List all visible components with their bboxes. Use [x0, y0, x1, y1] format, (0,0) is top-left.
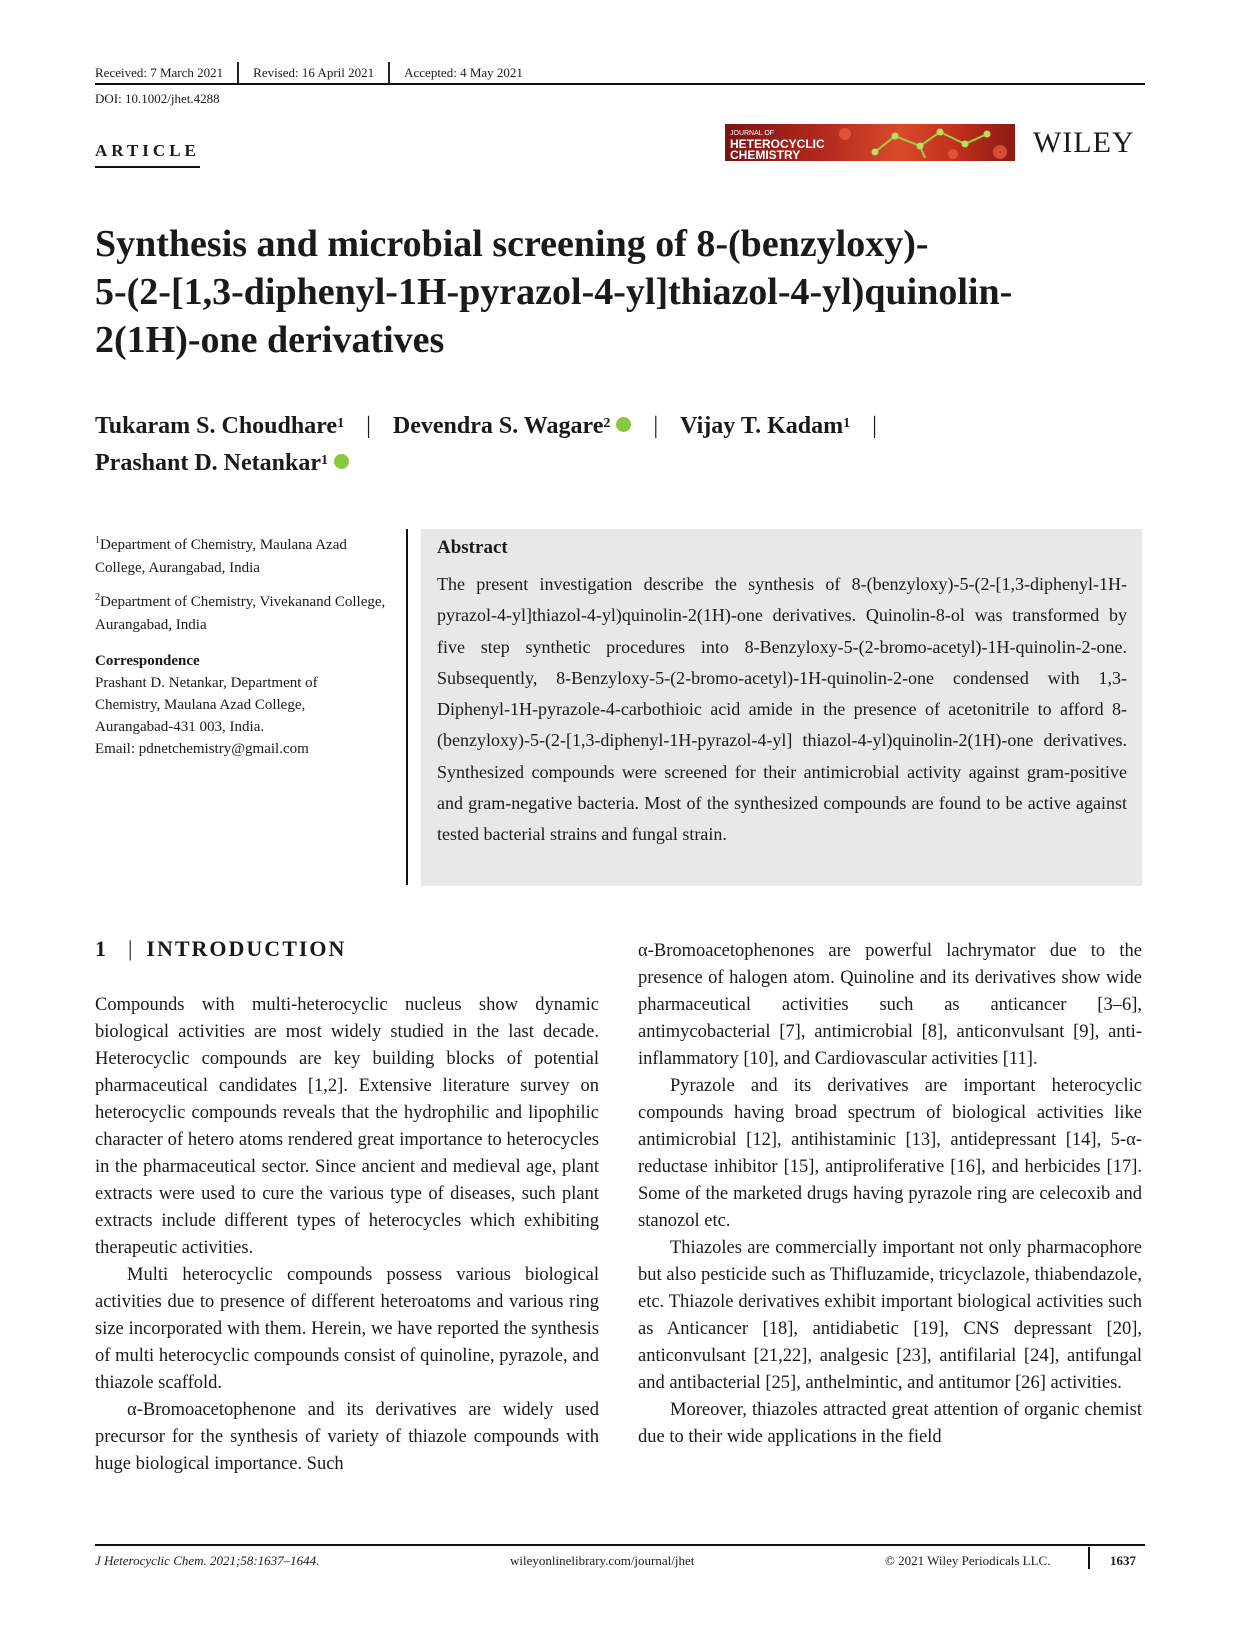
author-affil-mark: 1 [321, 453, 328, 468]
publication-dates [95, 62, 537, 84]
abstract-divider [406, 529, 408, 885]
abstract-box [421, 529, 1142, 886]
author-name[interactable]: Devendra S. Wagare [392, 413, 604, 439]
affiliation: $^2$Department of Chemistry, Vivekanand College, Aurangabad, India [95, 592, 386, 633]
paragraph: Pyrazole and its derivatives are important heterocyclic compounds having broad spectrum of biological activities like antimicrobial [12], antihistaminic [13], antidepressant [14], 5-α-reductase inhibitor [15], antiproliferative [16], and herbicides [17]. Some of the marketed drugs having pyrazole ring are celecoxib and stanozol etc. [638, 1076, 1142, 1231]
article-title [95, 220, 1155, 364]
paragraph: α-Bromoacetophenones are powerful lachrymator due to the presence of halogen atom. Quinoline and its derivatives show wide pharmaceutical activities such as anticancer [3–6], antimycobacterial [7], antimicrobial [8], anticonvulsant [9], anti-inflammatory [10], and Cardiovascular activities [11]. [638, 941, 1142, 1069]
paragraph: Multi heterocyclic compounds possess various biological activities due to presence of different heteroatoms and various ring size incorporated with them. Herein, we have reported the synthesis of multi heterocyclic compounds consist of quinoline, pyrazole, and thiazole scaffold. [95, 1265, 599, 1393]
author-name[interactable]: Prashant D. Netankar [95, 450, 321, 476]
author-separator: | [653, 413, 659, 439]
affiliation: $^1$Department of Chemistry, Maulana Azad College, Aurangabad, India [95, 535, 347, 576]
revised-date: Revised: 16 April 2021 [253, 65, 375, 80]
correspondence-email[interactable]: Email: pdnetchemistry@gmail.com [95, 741, 309, 757]
abstract-heading: Abstract [437, 537, 508, 558]
section-heading [95, 936, 346, 962]
accepted-date: Accepted: 4 May 2021 [404, 65, 523, 80]
body-column-right [638, 938, 1142, 1451]
doi: DOI: 10.1002/jhet.4288 [95, 91, 220, 106]
footer-rule [95, 1544, 1145, 1546]
page-number: 1637 [1110, 1553, 1136, 1568]
paragraph: Compounds with multi-heterocyclic nucleus show dynamic biological activities are most widely studied in the last decade. Heterocyclic compounds are key building blocks of potential pharmaceutical candidates [1,2]. Extensive literature survey on heterocyclic compounds reveals that the hydrophilic and lipophilic character of hetero atoms rendered great importance to heterocycles in the pharmaceutical sector. Since ancient and medieval age, plant extracts were used to cure the various type of diseases, such plant extracts include different types of heterocycles which exhibiting therapeutic activities. [95, 995, 599, 1258]
section-separator: | [128, 936, 135, 961]
orcid-icon[interactable] [334, 454, 349, 469]
abstract-text: The present investigation describe the synthesis of 8-(benzyloxy)-5-(2-[1,3-diphenyl-1H-pyrazol-4-yl]thiazol-4-yl)quinolin-2(1H)-one derivatives. Quinolin-8-ol was transformed by five step synthetic procedures into 8-Benzyloxy-5-(2-bromo-acetyl)-1H-quinolin-2-one. Subsequently, 8-Benzyloxy-5-(2-bromo-acetyl)-1H-quinolin-2-one condensed with 1,3-Diphenyl-1H-pyrazole-4-carbothioic acid amide in the presence of acetonitrile to afford 8-(benzyloxy)-5-(2-[1,3-diphenyl-1H-pyrazol-4-yl] thiazol-4-yl)quinolin-2(1H)-one derivatives. Synthesized compounds were screened for their antimicrobial activity against gram-positive and gram-negative bacteria. Most of the synthesized compounds are found to be active against tested bacterial strains and fungal strain. [437, 574, 1127, 845]
header-rule [95, 83, 1145, 85]
paragraph: α-Bromoacetophenone and its derivatives are widely used precursor for the synthesis of variety of thiazole compounds with huge biological importance. Such [95, 1400, 599, 1474]
author-name[interactable]: Vijay T. Kadam [680, 413, 844, 439]
orcid-icon[interactable] [616, 417, 631, 432]
received-date: Received: 7 March 2021 [95, 65, 224, 80]
correspondence-line: Chemistry, Maulana Azad College, [95, 697, 306, 713]
paragraph: Thiazoles are commercially important not only pharmacophore but also pesticide such as Thifluzamide, tricyclazole, thiabendazole, etc. Thiazole derivatives exhibit important biological activities such as Anticancer [18], antidiabetic [19], CNS depressant [20], anticonvulsant [21,22], analgesic [23], antifilarial [24], antifungal and antibacterial [25], anthelmintic, and antitumor [26] activities. [638, 1238, 1142, 1393]
correspondence-heading: Correspondence [95, 653, 200, 669]
footer-divider [1088, 1547, 1090, 1569]
body-column-left [95, 992, 599, 1478]
paragraph: Moreover, thiazoles attracted great attention of organic chemist due to their wide applications in the field [638, 1400, 1142, 1447]
correspondence-line: Aurangabad-431 003, India. [95, 719, 265, 735]
correspondence-line: Prashant D. Netankar, Department of [95, 675, 318, 691]
author-list [95, 408, 899, 482]
section-number: 1 [95, 936, 108, 961]
author-separator: | [872, 413, 877, 439]
copyright: © 2021 Wiley Periodicals LLC. [885, 1553, 1051, 1568]
journal-citation: J Heterocyclic Chem. 2021;58:1637–1644. [95, 1553, 320, 1568]
journal-logo [725, 124, 1015, 161]
author-separator: | [366, 413, 371, 439]
journal-url[interactable]: wileyonlinelibrary.com/journal/jhet [510, 1553, 695, 1568]
author-affil-mark: 1 [337, 416, 345, 431]
journal-name: JOURNAL OF HETEROCYCLIC CHEMISTRY [730, 130, 825, 161]
article-label: ARTICLE [95, 141, 200, 168]
author-affil-mark: 1 [843, 416, 851, 431]
section-title: INTRODUCTION [146, 936, 347, 961]
title-line: Synthesis and microbial screening of 8-(benzyloxy)- [95, 223, 929, 265]
publisher-logo: WILEY [1033, 126, 1135, 159]
author-name[interactable]: Tukaram S. Choudhare [95, 413, 338, 439]
correspondence [95, 650, 395, 760]
affiliations [95, 529, 395, 643]
title-line: 2(1H)-one derivatives [95, 319, 445, 361]
title-line: 5-(2-[1,3-diphenyl-1H-pyrazol-4-yl]thiazol-4-yl)quinolin- [95, 271, 1013, 313]
author-affil-mark: 2 [603, 416, 611, 431]
